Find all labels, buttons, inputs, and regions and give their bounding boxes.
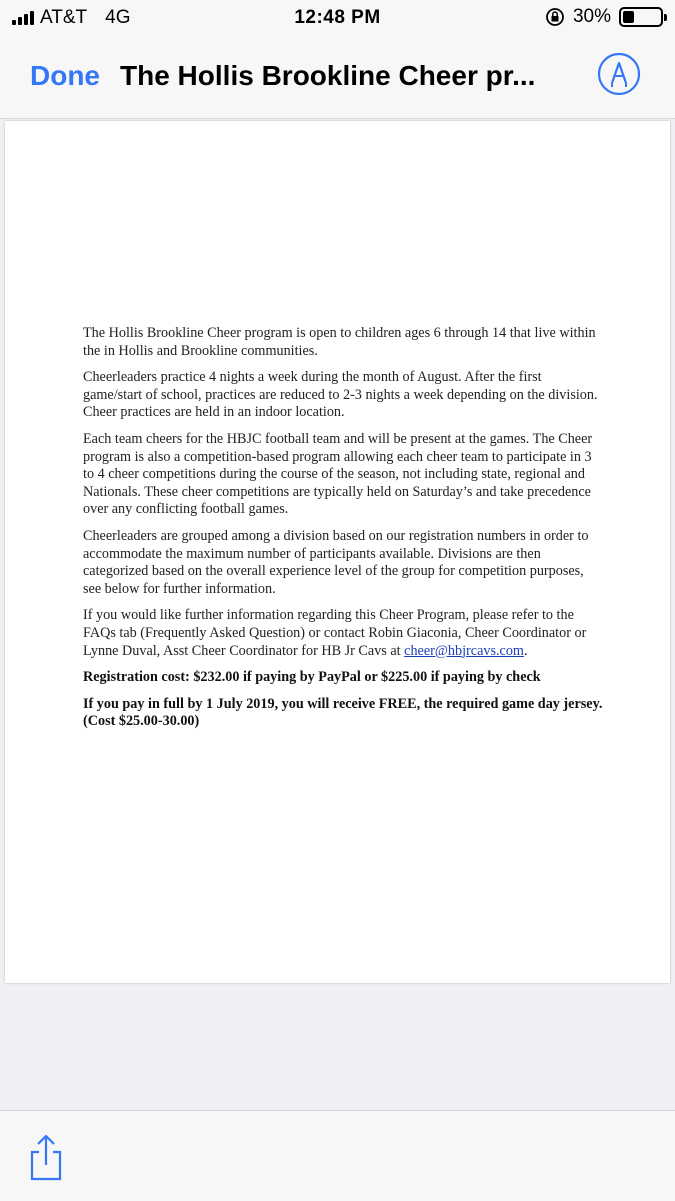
document-page	[5, 121, 670, 983]
markup-icon[interactable]	[597, 52, 641, 96]
status-right	[545, 6, 663, 28]
document-title: The Hollis Brookline Cheer pr...	[120, 60, 536, 91]
paragraph-jersey-offer: If you pay in full by 1 July 2019, you will receive FREE, the required game day jersey. (Cost $25.00-30.00)	[83, 695, 603, 730]
paragraph-practice: Cheerleaders practice 4 nights a week during the month of August. After the first game/start of school, practices are reduced to 2-3 nights a week depending on the division. Cheer practices are held in an indoor location.	[83, 369, 598, 421]
paragraph-registration-cost: Registration cost: $232.00 if paying by PayPal or $225.00 if paying by check	[83, 669, 541, 686]
rotation-lock-icon	[545, 7, 565, 27]
paragraph-divisions: Cheerleaders are grouped among a division based on our registration numbers in order to accommodate the maximum number of participants available. Divisions are then categorized based on the overall experience level of the group for competition purposes, see below for further information.	[83, 527, 589, 597]
done-button[interactable]: Done	[30, 60, 100, 91]
contact-end: .	[523, 642, 528, 659]
paragraph-contact	[83, 607, 603, 660]
email-link[interactable]: cheer@hbjrcavs.com	[404, 642, 524, 659]
battery-icon	[619, 7, 663, 27]
paragraph-teams: Each team cheers for the HBJC football team and will be present at the games. The Cheer program is also a competition-based program allowing each cheer team to participate in 3 to 4 cheer competitions during the course of the season, not including state, regional and Nationals. These cheer competitions are typically held on Saturday’s and take precedence over any conflicting football games.	[83, 430, 593, 518]
battery-fill	[623, 11, 634, 23]
carrier-label: AT&T	[40, 7, 88, 28]
network-label: 4G	[105, 7, 131, 28]
share-icon[interactable]	[26, 1133, 66, 1183]
navigation-bar	[0, 38, 675, 119]
status-bar	[0, 0, 675, 38]
bottom-toolbar	[0, 1110, 675, 1201]
paragraph-intro: The Hollis Brookline Cheer program is open to children ages 6 through 14 that live within the in Hollis and Brookline communities.	[83, 325, 596, 359]
contact-text: If you would like further information regarding this Cheer Program, please refer to the FAQs tab (Frequently Asked Question) or contact Robin Giaconia, Cheer Coordinator or Lynne Duval, Asst Cheer Coordinator for HB Jr Cavs at	[83, 607, 587, 659]
status-time: 12:48 PM	[294, 7, 381, 28]
battery-percent: 30%	[572, 6, 611, 27]
document-content	[83, 325, 603, 740]
